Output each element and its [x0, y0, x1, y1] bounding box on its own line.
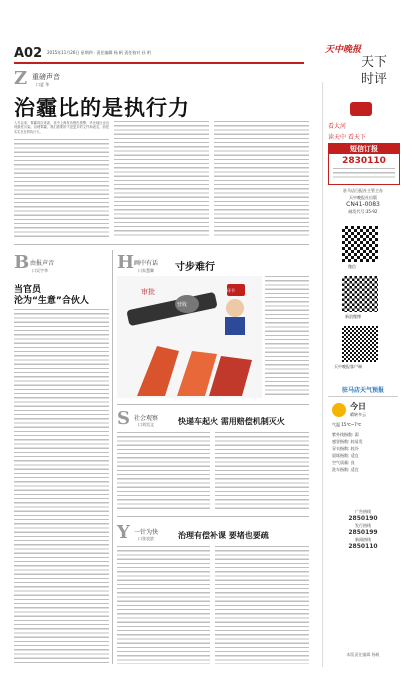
col-y-body-2 — [215, 546, 309, 664]
lead-body-col-1 — [14, 139, 109, 237]
page-number: A02 — [14, 46, 43, 61]
qr-code-wechat[interactable] — [342, 226, 378, 262]
weather-day: 今日 — [350, 402, 366, 411]
lead-headline: 治霾比的是执行力 — [14, 96, 190, 120]
col-y-headline: 治理有偿补课 要堵也要疏 — [178, 531, 269, 540]
weather-box — [328, 396, 398, 505]
banner-title: 短信订报 — [329, 144, 399, 154]
qr-app-label: 天中晚报客户端 — [334, 364, 362, 369]
lead-section-name: 重磅声音 — [32, 73, 60, 81]
sidebar-logo — [328, 102, 398, 118]
weather-index-item: 空气质量: 良 — [332, 460, 355, 465]
newspaper: 天中晚报社出版 — [349, 195, 377, 200]
contact-label: 新闻热线 — [355, 537, 371, 542]
col-s-byline: 口刘昊文 — [138, 422, 154, 427]
sms-subscribe-banner — [328, 143, 400, 185]
divider — [14, 244, 309, 245]
cn-code: CN41-0083 — [346, 201, 380, 208]
badge-line-1: 天下 — [360, 55, 387, 70]
weather-temp: 气温 15℃~7℃ — [332, 422, 362, 427]
header-rule — [14, 62, 304, 64]
lead-section-letter: Z — [14, 68, 28, 89]
contact-number: 2850199 — [348, 529, 378, 536]
postal-code: 邮发代号:35-92 — [348, 209, 378, 214]
weather-title: 驻马店天气预报 — [341, 387, 384, 394]
col-s-body-2 — [215, 432, 309, 510]
col-b-letter: B — [14, 252, 30, 273]
col-s-letter: S — [117, 408, 130, 429]
lead-body-col-3 — [214, 121, 309, 237]
weather-index-item: 感冒指数: 较易发 — [332, 439, 363, 444]
publisher: 驻马店日报社主管主办 — [343, 188, 383, 193]
col-s-body-1 — [117, 432, 210, 510]
banner-note — [333, 168, 395, 178]
sidebar-footer: 本版责任编辑 杨帆 — [346, 652, 380, 657]
sidebar-brand-line-2: 读天中 看天下 — [328, 134, 366, 141]
col-s-headline: 快递车起火 需用赔偿机制灭火 — [178, 417, 285, 426]
contact-number: 2850110 — [348, 543, 378, 550]
col-b-headline-1: 当官员 — [14, 285, 42, 295]
brand-mark-icon — [350, 102, 372, 116]
divider — [117, 404, 309, 405]
weather-index-item: 紫外线指数: 弱 — [332, 432, 359, 437]
col-y-byline: 口张衷滨 — [138, 536, 154, 541]
cartoon-label-1: 审批 — [141, 288, 155, 296]
lead-intro: 入冬以来，雾霾再次来袭，其中上海发布橙色预警，华北地区也出现重度污染。治理雾霾，我们需要的不是更多的文件和表态，而是实实在在的执行力。 — [14, 121, 109, 134]
badge-line-2: 时评 — [360, 72, 387, 87]
col-b-body — [14, 309, 109, 664]
col-y-letter: Y — [117, 522, 130, 543]
contact-label: 发行热线 — [355, 523, 371, 528]
col-b-section-name: 由报声音 — [30, 260, 55, 267]
qr-code-app[interactable] — [342, 326, 378, 362]
col-h-byline: 口朱慧卿 — [138, 268, 154, 273]
lead-byline: 口夏 华 — [36, 82, 50, 87]
col-y-body-1 — [117, 546, 210, 664]
cartoon-label-2: 营收 — [177, 302, 188, 308]
col-s-section-name: 社会观察 — [134, 415, 159, 422]
weather-index-item: 穿衣指数: 较冷 — [332, 446, 359, 451]
weather-index-item: 晨练指数: 适宜 — [332, 453, 359, 458]
divider — [117, 516, 309, 517]
sidebar-brand-line-1: 看大河 — [328, 123, 347, 130]
contact-number: 2850190 — [348, 515, 378, 522]
lead-body-col-2 — [114, 121, 209, 237]
cartoon-illustration — [117, 276, 262, 398]
date-line: 2015年11月26日 星期四 · 责任编辑 杨 帆 责任校对 孙 明 — [47, 50, 151, 55]
col-h-side-text — [265, 276, 309, 398]
weather-condition: 晴转多云 — [350, 412, 366, 417]
col-h-letter: H — [117, 252, 135, 273]
qr-weibo-label: 新浪微博 — [345, 314, 361, 319]
col-b-headline-2: 沦为“生意”合伙人 — [14, 296, 89, 306]
sun-icon — [332, 403, 346, 417]
cartoon-label-3: 环节 — [227, 288, 235, 293]
qr-code-weibo[interactable] — [342, 276, 378, 312]
qr-wechat-label: 微信 — [348, 264, 356, 269]
col-h-section-name: 画中有话 — [134, 260, 159, 267]
sidebar-publisher — [328, 187, 398, 215]
col-y-section-name: 一针为快 — [134, 529, 159, 536]
col-h-headline: 寸步难行 — [175, 262, 215, 273]
weather-index-list — [332, 431, 396, 473]
banner-hotline: 2830110 — [342, 156, 386, 166]
col-divider — [112, 250, 113, 664]
cartoon-image — [117, 276, 262, 398]
col-b-byline: 口吴宇华 — [32, 268, 48, 273]
contacts-block — [328, 508, 398, 550]
masthead: 天中晚报 — [325, 45, 362, 55]
weather-index-item: 洗车指数: 适宜 — [332, 467, 359, 472]
contact-label: 广告热线 — [355, 509, 371, 514]
